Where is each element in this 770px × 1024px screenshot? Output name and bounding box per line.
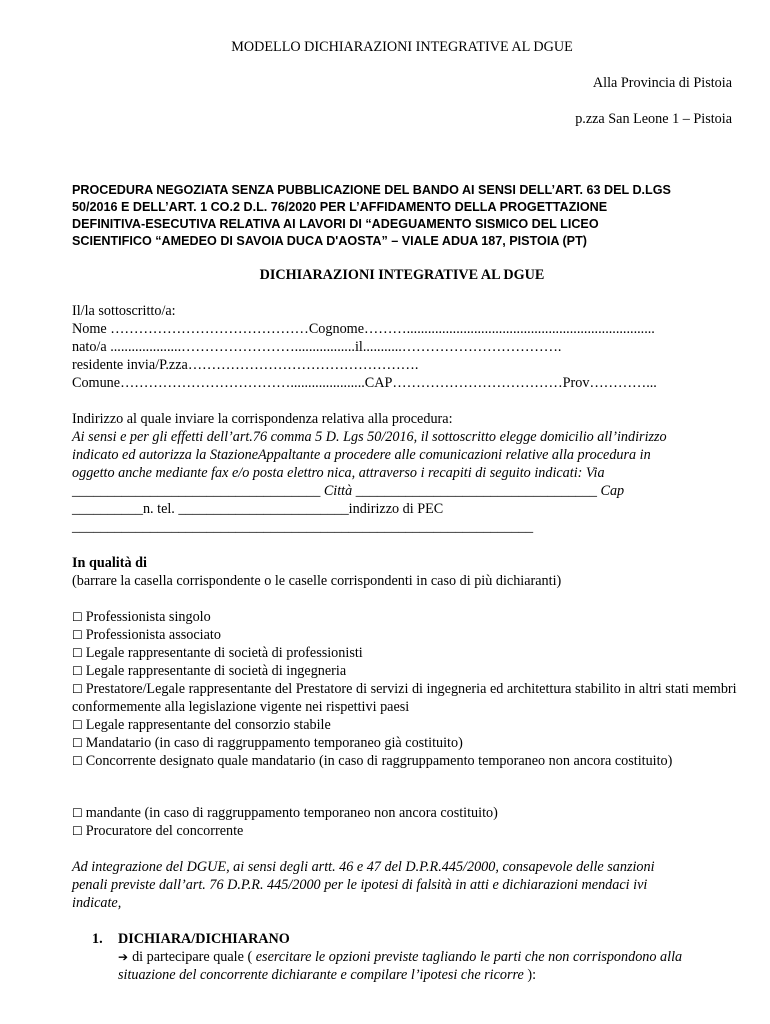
option-label: Procuratore del concorrente (85, 823, 244, 839)
option-label: mandante (in caso di raggruppamento temporaneo non ancora costituito) (85, 805, 498, 821)
procedure-line: SCIENTIFICO “AMEDEO DI SAVOIA DUCA D'AOSTA” – VIALE ADUA 187, PISTOIA (PT) (72, 234, 587, 248)
declaration-plain-text: ): (523, 967, 537, 983)
option-societa-professionisti[interactable] (72, 644, 742, 662)
checkbox-icon[interactable]: ☐ (72, 682, 83, 696)
city-blank: __________________________________ (355, 483, 597, 499)
tel-pec-line (72, 500, 732, 518)
section-title: DICHIARAZIONI INTEGRATIVE AL DGUE (259, 267, 545, 283)
option-label: Prestatore/Legale rappresentante del Prestatore di servizi di ingegneria ed architettura stabilito in altri stati membri (85, 681, 737, 697)
city-label: Città (320, 483, 356, 499)
checkbox-icon[interactable]: ☐ (72, 646, 83, 660)
via-city-cap-line (72, 482, 732, 500)
address-block (72, 410, 732, 536)
checkbox-icon[interactable]: ☐ (72, 628, 83, 642)
option-label: Professionista singolo (85, 609, 211, 625)
quality-options-2 (72, 804, 732, 840)
quality-instruction: (barrare la casella corrispondente o le caselle corrispondenti in caso di più dichiaranti) (72, 573, 562, 589)
arrow-right-icon: ➔ (118, 950, 129, 964)
address-text-line: oggetto anche mediante fax e/o posta elettro nica, attraverso i recapiti di seguito indicati: Via (72, 465, 605, 481)
procedure-line: 50/2016 E DELL’ART. 1 CO.2 D.L. 76/2020 PER L’AFFIDAMENTO DELLA PROGETTAZIONE (72, 200, 608, 214)
option-procuratore[interactable] (72, 822, 732, 840)
birth-line: nato/a ....................…………………….................il...........……………………………. (72, 339, 562, 355)
cap-label: Cap (596, 483, 625, 499)
checkbox-icon[interactable]: ☐ (72, 736, 83, 750)
address-text-line: indicato ed autorizza la StazioneAppaltante a procedere alle comunicazioni relative alla procedura in (72, 447, 651, 463)
option-label: Legale rappresentante di società di ingegneria (85, 663, 347, 679)
via-blank: ___________________________________ (72, 483, 321, 499)
option-label: Mandatario (in caso di raggruppamento temporaneo già costituito) (85, 735, 463, 751)
quality-options-1 (72, 608, 742, 770)
checkbox-icon[interactable]: ☐ (72, 824, 83, 838)
signatory-intro: Il/la sottoscritto/a: (72, 303, 176, 319)
option-prestatore-continuation: conformemente alla legislazione vigente nei rispettivi paesi (72, 699, 410, 715)
model-title: MODELLO DICHIARAZIONI INTEGRATIVE AL DGUE (231, 39, 573, 55)
tel-label: n. tel. (142, 501, 179, 517)
number-blank: __________ (72, 501, 143, 517)
quality-block (72, 554, 732, 590)
procedure-heading (72, 182, 752, 250)
residence-line: residente invia/P.zza…………………………………………. (72, 357, 419, 373)
option-label: Legale rappresentante di società di professionisti (85, 645, 363, 661)
name-surname-line: Nome ……………………………………Cognome………...................................................................... (72, 321, 655, 337)
pec-blank-line: _________________________________________________________________ (72, 519, 534, 535)
procedure-line: PROCEDURA NEGOZIATA SENZA PUBBLICAZIONE DEL BANDO AI SENSI DELL’ART. 63 DEL D.LGS (72, 183, 671, 197)
declaration-heading (92, 930, 742, 948)
procedure-line: DEFINITIVA-ESECUTIVA RELATIVA AI LAVORI DI “ADEGUAMENTO SISMICO DEL LICEO (72, 217, 599, 231)
option-professionista-associato[interactable] (72, 626, 742, 644)
recipient-line-2: p.zza San Leone 1 – Pistoia (575, 111, 732, 127)
declaration-block (92, 930, 742, 984)
option-societa-ingegneria[interactable] (72, 662, 742, 680)
declaration-italic-text: situazione del concorrente dichiarante e compilare l’ipotesi che ricorre (118, 967, 524, 983)
option-mandatario[interactable] (72, 734, 742, 752)
checkbox-icon[interactable]: ☐ (72, 610, 83, 624)
option-mandante[interactable] (72, 804, 732, 822)
integration-line: Ad integrazione del DGUE, ai sensi degli artt. 46 e 47 del D.P.R.445/2000, consapevole delle sanzioni (72, 859, 655, 875)
option-prestatore-servizi[interactable] (72, 680, 742, 698)
comune-cap-prov-line: Comune……………………………….....................CAP………………………………Prov…………... (72, 375, 657, 391)
address-intro: Indirizzo al quale inviare la corrispondenza relativa alla procedura: (72, 411, 453, 427)
tel-blank: ________________________ (178, 501, 349, 517)
checkbox-icon[interactable]: ☐ (72, 718, 83, 732)
checkbox-icon[interactable]: ☐ (72, 806, 83, 820)
integration-paragraph (72, 858, 732, 912)
signatory-block (72, 302, 732, 392)
declaration-title: DICHIARA/DICHIARANO (118, 931, 290, 947)
option-label: Legale rappresentante del consorzio stabile (85, 717, 331, 733)
declaration-plain-text: di partecipare quale ( (132, 949, 256, 965)
checkbox-icon[interactable]: ☐ (72, 664, 83, 678)
option-professionista-singolo[interactable] (72, 608, 742, 626)
integration-line: penali previste dall’art. 76 D.P.R. 445/2000 per le ipotesi di falsità in atti e dichiarazioni mendaci ivi (72, 877, 648, 893)
integration-line: indicate, (72, 895, 122, 911)
address-text-line: Ai sensi e per gli effetti dell’art.76 comma 5 D. Lgs 50/2016, il sottoscritto elegge domicilio all’indirizzo (72, 429, 667, 445)
declaration-number: 1. (92, 931, 103, 947)
checkbox-icon[interactable]: ☐ (72, 754, 83, 768)
quality-title: In qualità di (72, 555, 147, 571)
declaration-line-1 (92, 948, 742, 966)
option-concorrente-designato[interactable] (72, 752, 742, 770)
option-consorzio-stabile[interactable] (72, 716, 742, 734)
option-label: Professionista associato (85, 627, 221, 643)
declaration-italic-text: esercitare le opzioni previste tagliando le parti che non corrispondono alla (255, 949, 683, 965)
declaration-line-2 (92, 966, 742, 984)
option-label: Concorrente designato quale mandatario (in caso di raggruppamento temporaneo non ancora costituito) (85, 753, 673, 769)
recipient-line-1: Alla Provincia di Pistoia (592, 75, 732, 91)
pec-label: indirizzo di PEC (348, 501, 444, 517)
